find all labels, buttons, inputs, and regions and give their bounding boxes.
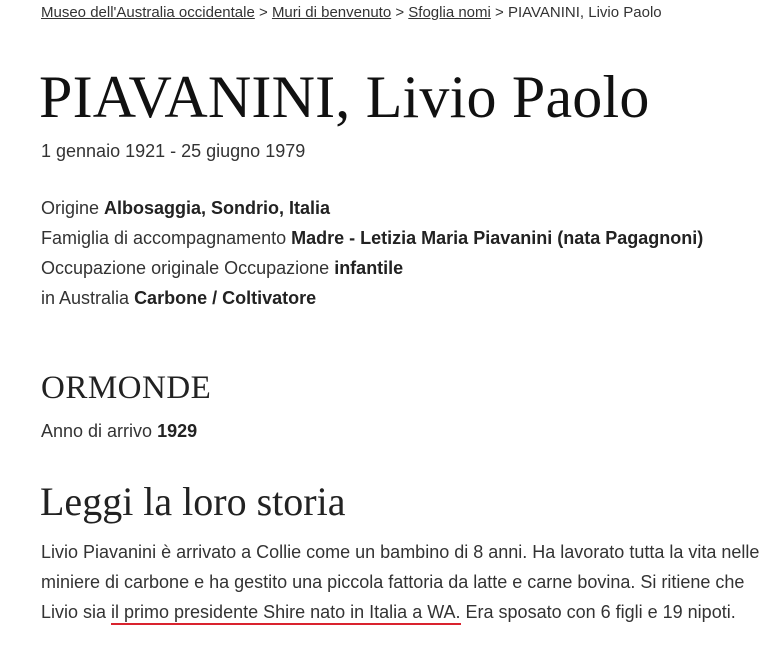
australia-occupation-label: in Australia — [41, 288, 135, 308]
breadcrumb-link-browse-names[interactable]: Sfoglia nomi — [408, 4, 491, 21]
breadcrumb-separator: > — [395, 4, 409, 21]
family-row — [41, 223, 721, 253]
arrival-year: 1929 — [157, 421, 198, 441]
australia-occupation-value: Carbone / Coltivatore — [134, 288, 317, 308]
occupation-value: infantile — [334, 258, 404, 278]
ship-name: ORMONDE — [41, 370, 212, 406]
page-title: PIAVANINI, Livio Paolo — [39, 64, 650, 130]
breadcrumb-link-welcome-walls[interactable]: Muri di benvenuto — [271, 4, 392, 21]
person-details — [41, 193, 721, 313]
breadcrumb-link-museum[interactable]: Museo dell'Australia occidentale — [41, 4, 255, 21]
breadcrumb-current: PIAVANINI, Livio Paolo — [507, 4, 662, 21]
story-text-start: Livio Piavanini è arrivato a Collie come un bambino di 8 anni. Ha lavorato tutta la vita nelle miniere di carbone e ha gestito una piccola fattoria da latte e carne bovina. Si ritiene che Livio sia — [41, 542, 760, 622]
story-heading: Leggi la loro storia — [40, 479, 346, 524]
family-value: Madre - Letizia Maria Piavanini (nata Pagagnoni) — [291, 228, 704, 248]
breadcrumb-separator: > — [259, 4, 272, 21]
occupation-row — [41, 253, 721, 283]
story-text-end: Era sposato con 6 figli e 19 nipoti. — [460, 602, 736, 622]
arrival-label: Anno di arrivo — [41, 421, 158, 441]
breadcrumb — [41, 4, 662, 22]
australia-occupation-row — [41, 283, 721, 313]
story-highlight: il primo presidente Shire nato in Italia a WA. — [111, 602, 461, 625]
life-dates: 1 gennaio 1921 - 25 giugno 1979 — [41, 141, 306, 161]
breadcrumb-separator: > — [495, 4, 508, 21]
origin-label: Origine — [41, 198, 105, 218]
arrival-row — [41, 420, 197, 442]
origin-row — [41, 193, 721, 223]
origin-value: Albosaggia, Sondrio, Italia — [104, 198, 331, 218]
occupation-label: Occupazione originale Occupazione — [41, 258, 335, 278]
story-text — [41, 537, 761, 627]
family-label: Famiglia di accompagnamento — [41, 228, 292, 248]
